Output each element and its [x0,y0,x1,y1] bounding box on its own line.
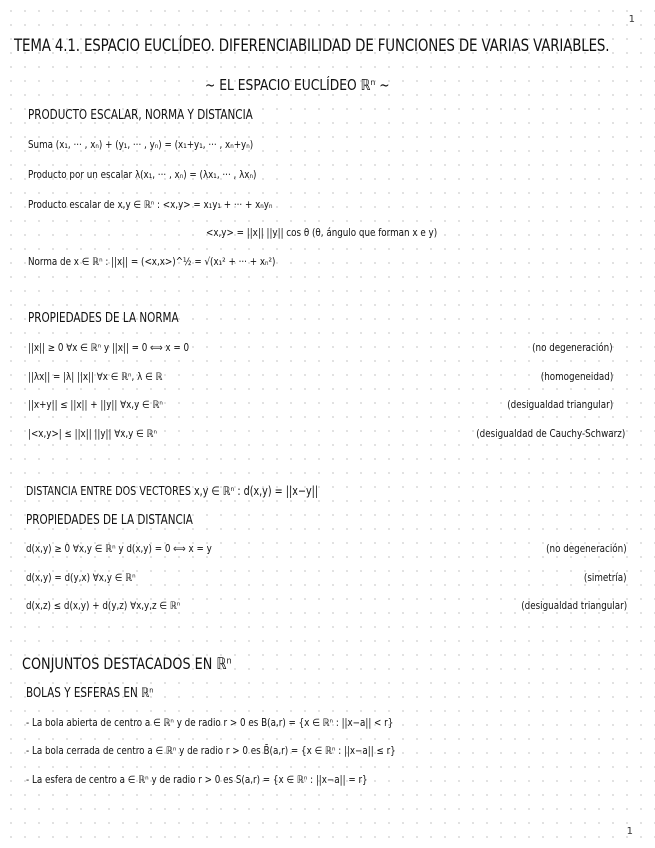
subheading-bolas-esferas: BOLAS Y ESFERAS EN ℝⁿ [26,686,154,701]
norma-prop-1-note: (no degeneración) [532,343,613,354]
page-number-top: 1 [628,14,635,25]
norma-prop-1: ||x|| ≥ 0 ∀x ∈ ℝⁿ y ||x|| = 0 ⟺ x = 0 [28,343,190,354]
distancia-definition: DISTANCIA ENTRE DOS VECTORES x,y ∈ ℝⁿ : d(x,y) = ||x−y|| [26,484,319,498]
bola-abierta-line: - La bola abierta de centro a ∈ ℝⁿ y de radio r > 0 es B(a,r) = {x ∈ ℝⁿ : ||x−a|| < r} [26,718,394,729]
esfera-line: - La esfera de centro a ∈ ℝⁿ y de radio r > 0 es S(a,r) = {x ∈ ℝⁿ : ||x−a|| = r} [26,775,368,786]
distancia-prop-2-note: (simetría) [584,573,627,584]
line-producto-escalar: Producto escalar de x,y ∈ ℝⁿ : <x,y> = x₁y₁ + ··· + xₙyₙ [28,200,273,211]
page-subtitle: ~ EL ESPACIO EUCLÍDEO ℝⁿ ~ [205,76,390,94]
section-heading-conjuntos: CONJUNTOS DESTACADOS EN ℝⁿ [22,654,232,673]
norma-prop-4: |<x,y>| ≤ ||x|| ||y|| ∀x,y ∈ ℝⁿ [28,429,157,440]
norma-prop-3: ||x+y|| ≤ ||x|| + ||y|| ∀x,y ∈ ℝⁿ [28,400,163,411]
page-title: TEMA 4.1. ESPACIO EUCLÍDEO. DIFERENCIABILIDAD DE FUNCIONES DE VARIAS VARIABLES. [14,36,610,56]
line-norma: Norma de x ∈ ℝⁿ : ||x|| = (<x,x>)^½ = √(x₁² + ··· + xₙ²) [28,257,276,268]
line-producto-coseno: <x,y> = ||x|| ||y|| cos θ (θ, ángulo que forman x e y) [206,228,438,239]
page-number-bottom: 1 [626,826,633,837]
section-heading-producto: PRODUCTO ESCALAR, NORMA Y DISTANCIA [28,108,253,123]
line-producto-escalar-por: Producto por un escalar λ(x₁, ··· , xₙ) = (λx₁, ··· , λxₙ) [28,170,257,181]
distancia-prop-1-note: (no degeneración) [546,544,627,555]
section-heading-distancia: PROPIEDADES DE LA DISTANCIA [26,513,193,528]
norma-prop-2-note: (homogeneidad) [540,372,613,383]
bola-cerrada-line: - La bola cerrada de centro a ∈ ℝⁿ y de radio r > 0 es B̄(a,r) = {x ∈ ℝⁿ : ||x−a|| ≤ r} [26,746,396,757]
norma-prop-3-note: (desigualdad triangular) [507,400,613,411]
distancia-prop-3-note: (desigualdad triangular) [521,601,627,612]
distancia-prop-3: d(x,z) ≤ d(x,y) + d(y,z) ∀x,y,z ∈ ℝⁿ [26,601,181,612]
line-suma: Suma (x₁, ··· , xₙ) + (y₁, ··· , yₙ) = (x₁+y₁, ··· , xₙ+yₙ) [28,140,254,151]
distancia-prop-2: d(x,y) = d(y,x) ∀x,y ∈ ℝⁿ [26,573,136,584]
norma-prop-4-note: (desigualdad de Cauchy-Schwarz) [476,429,625,440]
norma-prop-2: ||λx|| = |λ| ||x|| ∀x ∈ ℝⁿ, λ ∈ ℝ [28,372,163,383]
distancia-prop-1: d(x,y) ≥ 0 ∀x,y ∈ ℝⁿ y d(x,y) = 0 ⟺ x = y [26,544,212,555]
section-heading-norma: PROPIEDADES DE LA NORMA [28,311,179,326]
